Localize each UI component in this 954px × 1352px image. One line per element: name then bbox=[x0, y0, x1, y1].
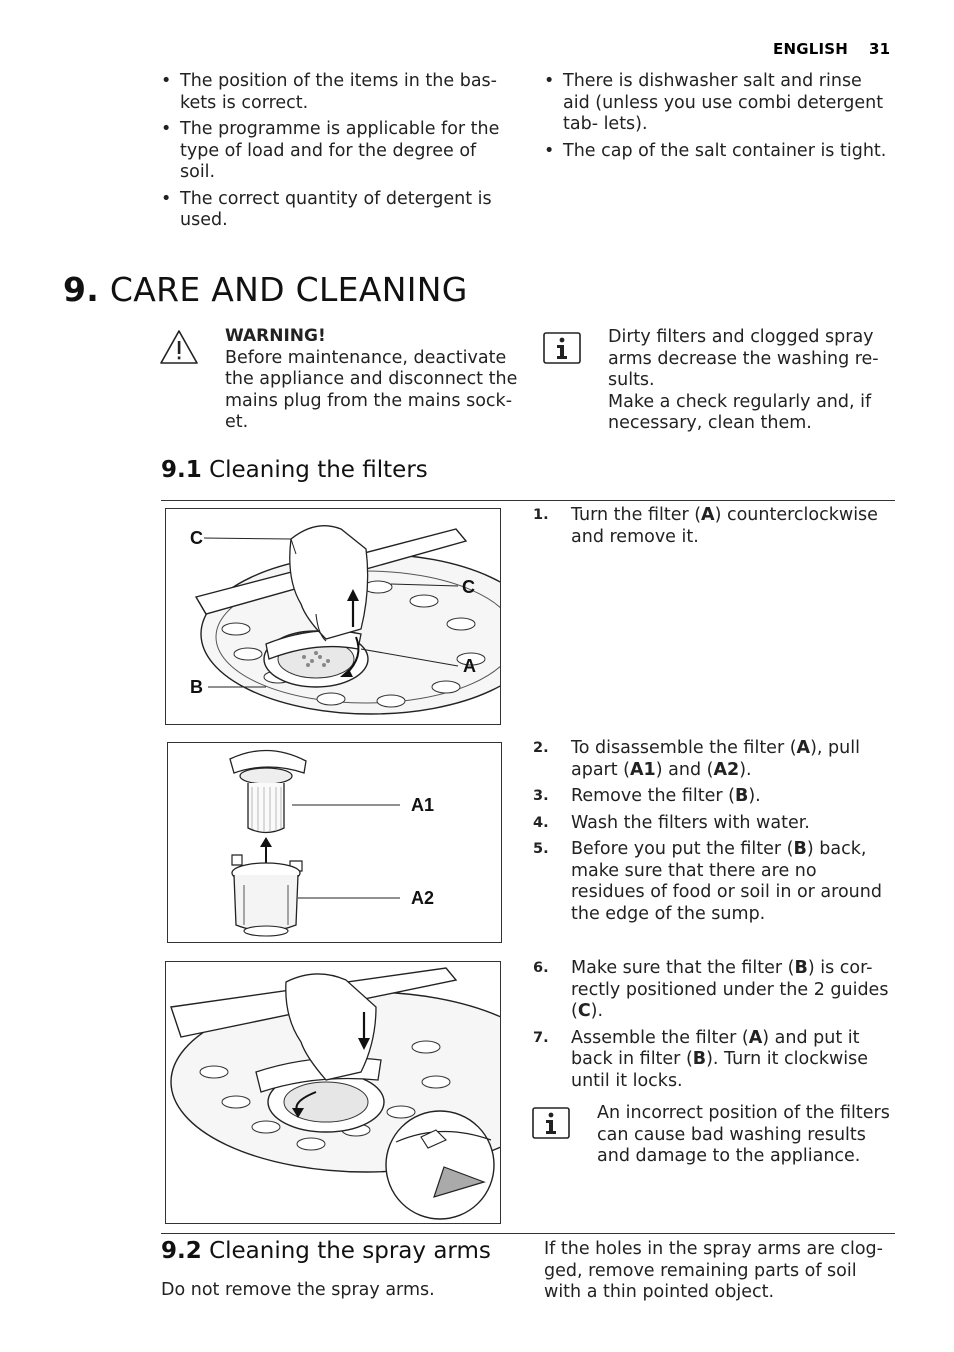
step-ref: B bbox=[794, 958, 808, 978]
checklist-item: • The position of the items in the bas- kets is correct. bbox=[161, 71, 516, 114]
info-bottom-text: An incorrect position of the filters can cause bad washing results and damage to the appliance. bbox=[597, 1103, 890, 1166]
step-number: 7. bbox=[533, 1029, 549, 1046]
subsection-title-text: Cleaning the spray arms bbox=[209, 1238, 491, 1264]
subsection-title bbox=[161, 457, 428, 483]
figure-label-c: C bbox=[462, 577, 475, 597]
step-text: ), pull apart ( bbox=[571, 738, 860, 780]
step-ref: A bbox=[701, 505, 715, 525]
checklist-item: • The correct quantity of detergent is used. bbox=[161, 189, 516, 232]
step-item bbox=[533, 813, 893, 835]
step-number: 3. bbox=[533, 788, 549, 804]
step-text: ) is cor- rectly positioned under the 2 guides ( bbox=[571, 958, 889, 1021]
figure-label-b: B bbox=[190, 677, 203, 697]
step-ref: A2 bbox=[713, 759, 740, 780]
warning-triangle-icon bbox=[159, 329, 199, 365]
step-number: 5. bbox=[533, 841, 549, 857]
figure-turn-filter-drawing bbox=[166, 509, 500, 724]
section-number: 9. bbox=[63, 270, 100, 309]
step-item bbox=[533, 839, 893, 925]
step-text: ) back, make sure that there are no residues of food or soil in or around the edge of the sump. bbox=[571, 839, 882, 924]
step-text: ) and put it back in filter ( bbox=[571, 1027, 860, 1069]
step-item bbox=[533, 958, 893, 1023]
figure-label-a1: A1 bbox=[411, 795, 435, 815]
step-text: Before you put the filter ( bbox=[571, 839, 794, 859]
page-number: 31 bbox=[869, 40, 891, 58]
step-ref: C bbox=[577, 1001, 591, 1021]
figure-assemble-filter bbox=[165, 961, 501, 1224]
info-icon bbox=[543, 332, 581, 364]
step-ref: A bbox=[796, 738, 811, 758]
step-item bbox=[533, 786, 893, 808]
step-number: 6. bbox=[533, 960, 549, 976]
figure-disassemble-filter bbox=[167, 742, 502, 943]
figure-turn-filter bbox=[165, 508, 501, 725]
info-line-2: Make a check regularly and, if necessary, clean them. bbox=[608, 391, 872, 433]
step-text: Turn the filter ( bbox=[571, 505, 702, 525]
subsection-number: 9.1 bbox=[161, 457, 202, 483]
step-number: 4. bbox=[533, 814, 549, 831]
section-title bbox=[63, 270, 468, 309]
checklist-right bbox=[544, 71, 894, 167]
step-text: ) counterclockwise and remove it. bbox=[571, 505, 878, 547]
figure-assemble-filter-drawing bbox=[166, 962, 500, 1223]
warning-heading: WARNING! bbox=[225, 326, 326, 346]
step-ref: B bbox=[692, 1049, 707, 1069]
step-ref: A1 bbox=[630, 759, 656, 780]
step-item bbox=[533, 1028, 893, 1093]
step-text: Remove the filter ( bbox=[571, 786, 735, 806]
step-ref: B bbox=[793, 839, 807, 859]
step-text: Make sure that the filter ( bbox=[571, 958, 795, 978]
step-number: 2. bbox=[533, 740, 549, 756]
figure-label-a2: A2 bbox=[411, 888, 435, 908]
info-line-1: Dirty filters and clogged spray arms decrease the washing re- sults. bbox=[608, 327, 879, 390]
divider bbox=[161, 500, 895, 501]
section-title-text: CARE AND CLEANING bbox=[109, 270, 468, 309]
spray-note-left: Do not remove the spray arms. bbox=[161, 1280, 435, 1300]
step-text: To disassemble the filter ( bbox=[571, 738, 797, 758]
step-text: Assemble the filter ( bbox=[571, 1027, 749, 1048]
figure-disassemble-filter-drawing bbox=[168, 743, 501, 942]
info-block bbox=[608, 327, 893, 435]
step-text: Wash the filters with water. bbox=[571, 812, 810, 833]
step-text: ). bbox=[739, 759, 752, 780]
checklist-item: • The programme is applicable for the type of load and for the degree of soil. bbox=[161, 119, 516, 184]
step-text: ) and ( bbox=[655, 759, 714, 780]
subsection-title bbox=[161, 1238, 491, 1264]
info-icon bbox=[532, 1107, 570, 1139]
step-number: 1. bbox=[533, 507, 549, 523]
steps-group-1 bbox=[533, 505, 893, 553]
divider bbox=[161, 1233, 895, 1234]
checklist-item: • There is dishwasher salt and rinse aid (unless you use combi detergent tab- lets). bbox=[544, 71, 894, 136]
steps-group-2 bbox=[533, 738, 893, 930]
steps-group-3 bbox=[533, 958, 893, 1097]
language-label: ENGLISH bbox=[773, 40, 849, 58]
step-item bbox=[533, 738, 893, 781]
checklist-left bbox=[161, 71, 516, 237]
warning-text: Before maintenance, deactivate the appliance and disconnect the mains plug from the mains sock- et. bbox=[225, 347, 518, 432]
figure-label-a: A bbox=[463, 656, 476, 676]
step-ref: B bbox=[734, 786, 749, 806]
checklist-item: • The cap of the salt container is tight. bbox=[544, 141, 894, 163]
subsection-title-text: Cleaning the filters bbox=[209, 457, 428, 483]
figure-label-c: C bbox=[190, 528, 203, 548]
subsection-number: 9.2 bbox=[161, 1238, 202, 1264]
step-text: ). bbox=[748, 786, 761, 806]
step-text: ). Turn it clockwise until it locks. bbox=[571, 1049, 869, 1091]
spray-note-right: If the holes in the spray arms are clog- ged, remove remaining parts of soil with a thin pointed object. bbox=[544, 1239, 883, 1302]
warning-block bbox=[225, 326, 520, 434]
step-ref: A bbox=[748, 1027, 763, 1048]
step-item bbox=[533, 505, 893, 548]
step-text: ). bbox=[590, 1001, 604, 1021]
